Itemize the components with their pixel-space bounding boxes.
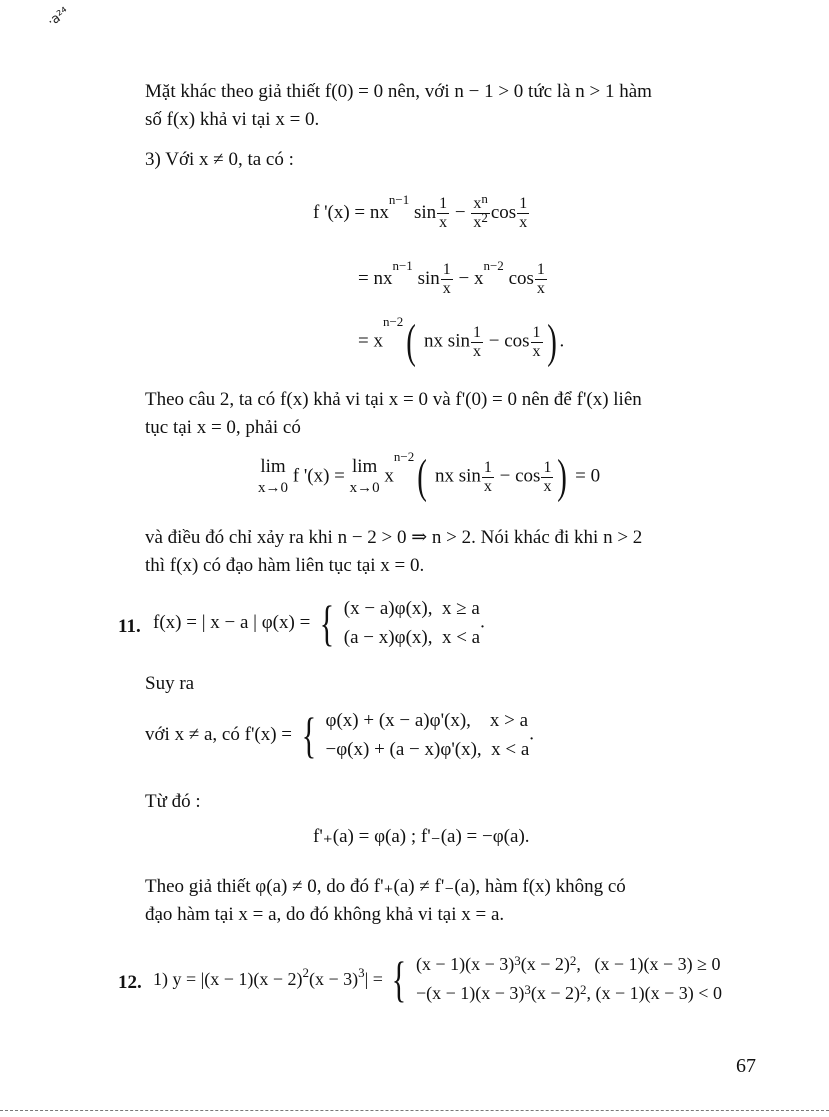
paragraph-4-line-2: đạo hàm tại x = a, do đó không khả vi tại x = a. — [145, 904, 505, 925]
exercise-11-number: 11. — [118, 616, 141, 637]
derivative-cases-formula: với x ≠ a, có f'(x) = { φ(x) + (x − a)φ'(x), x > a −φ(x) + (a − x)φ'(x), x < a. — [145, 707, 535, 763]
paragraph-2-line-1: Theo câu 2, ta có f(x) khả vi tại x = 0 và f'(0) = 0 nên để f'(x) liên — [145, 389, 642, 410]
exercise-12-formula: 1) $y = |(x - 1)(x - 2)^2(x - 3)^3|$ = { $(x - 1)(x - 3)^3(x - 2)^2$, (x − 1)(x − 3) ≥ 0 $-(x - 1)(x - 3)^3(x - 2)^2$, (x − 1)(x − 3) < 0 — [153, 951, 722, 1007]
paragraph-1-line-2: số f(x) khả vi tại x = 0. — [145, 109, 320, 130]
svg-text:·a²⁴: ·a²⁴ — [44, 4, 73, 30]
formula-limit: lim x→0 f '(x) = lim x→0 $x^{n-2}$( nx sin $\frac{1}{x}$ − cos $\frac{1}{x}$ ) = 0 — [258, 449, 601, 503]
formula-derivative-line-2: = $nx^{n-1}$ sin $\frac{1}{x}$ − $x^{n-2}$ cos $\frac{1}{x}$ — [358, 258, 545, 297]
paragraph-3-line-2: thì f(x) có đạo hàm liên tục tại x = 0. — [145, 555, 425, 576]
page-number: 67 — [736, 1055, 756, 1077]
exercise-11-formula: f(x) = | x − a | φ(x) = { (x − a)φ(x), x ≥ a (a − x)φ(x), x < a. — [153, 595, 485, 651]
paragraph-4-line-1: Theo giả thiết φ(a) ≠ 0, do đó f'₊(a) ≠ f'₋(a), hàm f(x) không có — [145, 876, 626, 897]
corner-scribble-mark — [44, 0, 84, 30]
paragraph-3-line-1: và điều đó chỉ xảy ra khi n − 2 > 0 ⇒ n > 2. Nói khác đi khi n > 2 — [145, 527, 643, 548]
paragraph-2-line-2: tục tại x = 0, phải có — [145, 417, 301, 438]
exercise-12-number: 12. — [118, 972, 142, 993]
paragraph-1-line-1: Mặt khác theo giả thiết f(0) = 0 nên, với n − 1 > 0 tức là n > 1 hàm — [145, 81, 652, 102]
one-sided-derivatives: f'₊(a) = φ(a) ; f'₋(a) = −φ(a). — [313, 826, 530, 847]
suy-ra-label: Suy ra — [145, 673, 195, 694]
page-bottom-rule — [0, 1110, 829, 1111]
formula-derivative-line-1: f '$(x) = nx^{n-1}$ sin $\frac{1}{x}$ − $\frac{x^n}{x^2}$ cos $\frac{1}{x}$ — [313, 191, 528, 231]
formula-derivative-line-3: = $x^{n-2}$( nx sin $\frac{1}{x}$ − cos $\frac{1}{x}$ ) . — [358, 314, 565, 368]
tu-do-label: Từ đó : — [145, 791, 201, 812]
item-3-heading: 3) Với x ≠ 0, ta có : — [145, 149, 294, 170]
